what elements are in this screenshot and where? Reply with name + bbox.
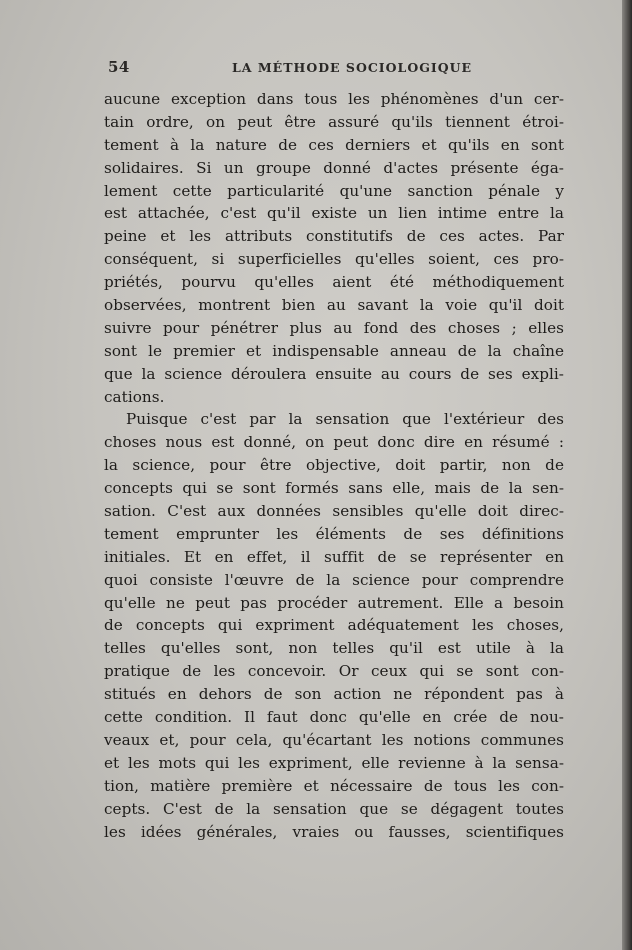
- paragraph-2: [104, 408, 564, 843]
- text-line: cations.: [104, 387, 165, 406]
- page-number: 54: [108, 58, 130, 76]
- text-line: lement cette particularité qu'une sanction pénale y: [104, 181, 564, 200]
- body-text: [104, 88, 564, 843]
- text-line: Puisque c'est par la sensation que l'extérieur des: [126, 410, 564, 429]
- text-line: cette condition. Il faut donc qu'elle en crée de nou-: [104, 708, 564, 727]
- text-line: de concepts qui expriment adéquatement les choses,: [104, 616, 564, 635]
- text-line: observées, montrent bien au savant la voie qu'il doit: [104, 296, 564, 315]
- text-line: suivre pour pénétrer plus au fond des choses ; elles: [104, 318, 564, 337]
- text-line: tion, matière première et nécessaire de tous les con-: [104, 776, 564, 795]
- text-line: veaux et, pour cela, qu'écartant les notions communes: [104, 730, 564, 749]
- text-line: est attachée, c'est qu'il existe un lien intime entre la: [104, 204, 564, 223]
- text-line: tement à la nature de ces derniers et qu'ils en sont: [104, 135, 564, 154]
- text-line: la science, pour être objective, doit partir, non de: [104, 456, 564, 475]
- text-line: et les mots qui les expriment, elle revienne à la sensa-: [104, 753, 564, 772]
- text-line: tain ordre, on peut être assuré qu'ils tiennent étroi-: [104, 112, 564, 131]
- text-line: peine et les attributs constitutifs de ces actes. Par: [104, 227, 564, 246]
- text-line: sation. C'est aux données sensibles qu'elle doit direc-: [104, 502, 564, 521]
- text-line: concepts qui se sont formés sans elle, mais de la sen-: [104, 479, 564, 498]
- text-line: choses nous est donné, on peut donc dire en résumé :: [104, 433, 564, 452]
- text-line: pratique de les concevoir. Or ceux qui se sont con-: [104, 662, 564, 681]
- text-line: les idées générales, vraies ou fausses, scientifiques: [104, 822, 564, 841]
- page-header: [108, 58, 560, 82]
- text-line: solidaires. Si un groupe donné d'actes présente éga-: [104, 158, 564, 177]
- running-title: LA MÉTHODE SOCIOLOGIQUE: [232, 60, 473, 75]
- text-line: stitués en dehors de son action ne répondent pas à: [104, 685, 564, 704]
- text-line: cepts. C'est de la sensation que se dégagent toutes: [104, 799, 564, 818]
- text-line: aucune exception dans tous les phénomènes d'un cer-: [104, 90, 564, 108]
- paragraph-1: [104, 88, 564, 408]
- text-line: quoi consiste l'œuvre de la science pour comprendre: [104, 570, 564, 589]
- text-line: qu'elle ne peut pas procéder autrement. Elle a besoin: [104, 593, 564, 612]
- text-line: conséquent, si superficielles qu'elles soient, ces pro-: [104, 250, 564, 269]
- text-line: priétés, pourvu qu'elles aient été méthodiquement: [104, 273, 564, 292]
- page-edge-shadow: [622, 0, 632, 950]
- text-line: tement emprunter les éléments de ses définitions: [104, 524, 564, 543]
- text-line: initiales. Et en effet, il suffit de se représenter en: [104, 547, 564, 566]
- text-line: que la science déroulera ensuite au cours de ses expli-: [104, 364, 564, 383]
- text-line: telles qu'elles sont, non telles qu'il est utile à la: [104, 639, 564, 658]
- text-line: sont le premier et indispensable anneau de la chaîne: [104, 341, 564, 360]
